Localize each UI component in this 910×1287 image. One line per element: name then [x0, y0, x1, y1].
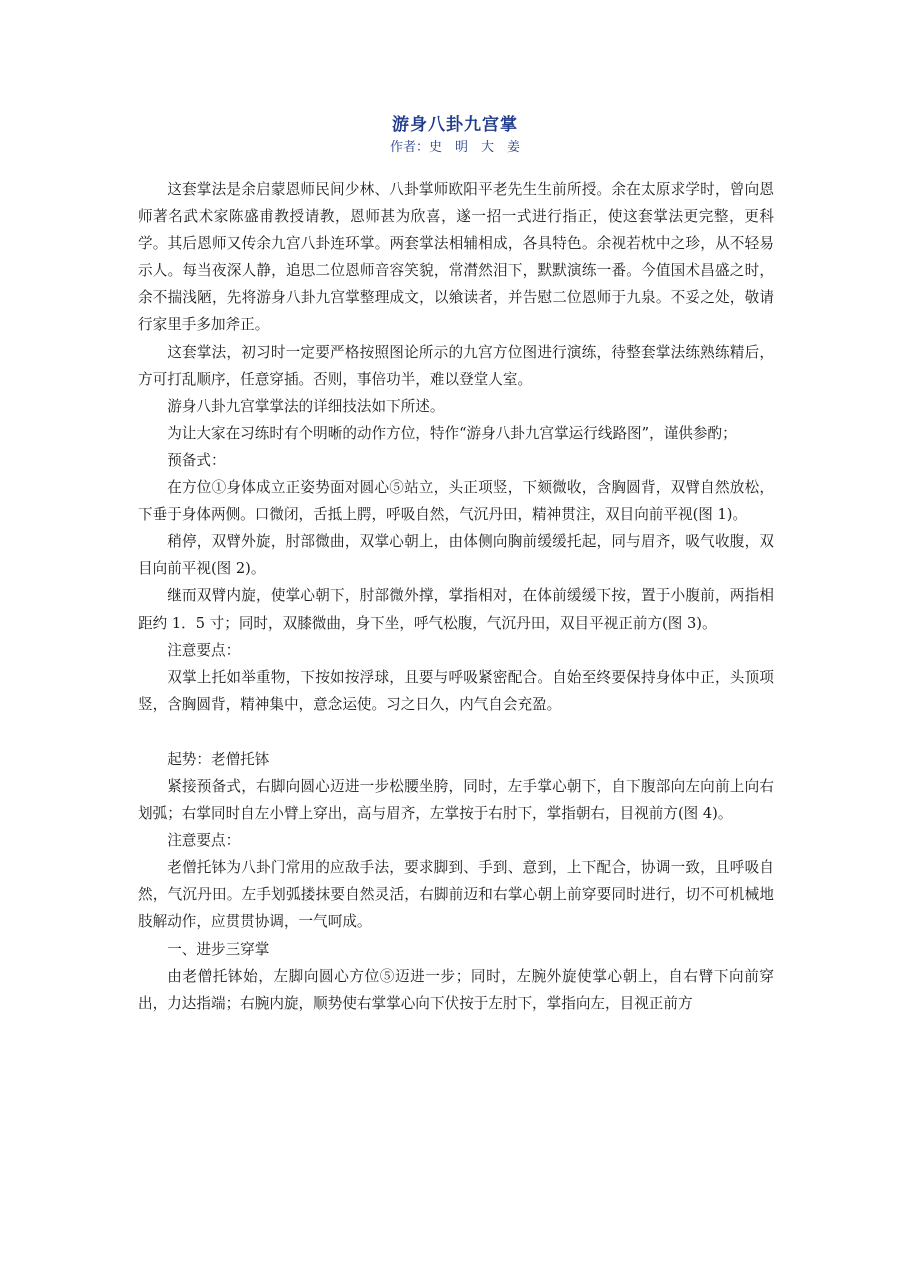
section-label: 预备式： [167, 451, 226, 469]
section-heading: 一、进步三穿掌 [167, 940, 270, 958]
document-author: 作者：史 明 大 姜 [389, 140, 520, 155]
paragraph: 在方位①身体成立正姿势面对圆心⑤站立，头正项竖，下颏微收，含胸圆背，双臂自然放松，下垂于身体两侧。口微闭，舌抵上腭，呼吸自然，气沉丹田，精神贯注，双目向前平视(图 1)。 [138, 479, 774, 524]
paragraph: 双掌上托如举重物，下按如按浮球，且要与呼吸紧密配合。自始至终要保持身体中正，头顶项竖，含胸圆背，精神集中，意念运使。习之日久，内气自会充盈。 [138, 668, 774, 713]
section-label: 注意要点： [167, 641, 241, 659]
paragraph: 游身八卦九宫掌掌法的详细技法如下所述。 [167, 397, 445, 415]
paragraph: 紧接预备式，右脚向圆心迈进一步松腰坐胯，同时，左手掌心朝下，自下腹部向左向前上向右划弧；右掌同时自左小臂上穿出，高与眉齐，左掌按于右肘下，掌指朝右，目视前方(图 4)。 [138, 777, 774, 823]
blank-line [138, 718, 774, 746]
paragraph: 这套掌法是余启蒙恩师民间少林、八卦掌师欧阳平老先生生前所授。余在太原求学时，曾向恩师著名武术家陈盛甫教授请教，恩师甚为欣喜，遂一招一式进行指正，使这套掌法更完整，更科学。其后恩师又传余九宫八卦连环掌。两套掌法相辅相成，各具特色。余视若枕中之珍，从不轻易示人。每当夜深人静，追思二位恩师音容笑貌，常潸然泪下，默默演练一番。今值国术昌盛之时，余不揣浅陋，先将游身八卦九宫掌整理成文，以飨读者，并告慰二位恩师于九泉。不妥之处，敬请行家里手多加斧正。 [138, 181, 774, 334]
paragraph: 为让大家在习练时有个明晰的动作方位，特作“游身八卦九宫掌运行线路图”，谨供参酌； [167, 424, 737, 442]
paragraph: 老僧托钵为八卦门常用的应敌手法，要求脚到、手到、意到，上下配合，协调一致，且呼吸自然，气沉丹田。左手划弧搂抹要自然灵活，右脚前迈和右掌心朝上前穿要同时进行，切不可机械地肢解动作，应贯贯协调，一气呵成。 [138, 859, 774, 931]
document-title: 游身八卦九宫掌 [392, 115, 518, 135]
paragraph: 这套掌法，初习时一定要严格按照图论所示的九宫方位图进行演练，待整套掌法练熟练精后，方可打乱顺序，任意穿插。否则，事倍功半，难以登堂人室。 [138, 343, 774, 388]
document-body [138, 176, 774, 1017]
paragraph: 稍停，双臂外旋，肘部微曲，双掌心朝上，由体侧向胸前缓缓托起，同与眉齐，吸气收腹，双目向前平视(图 2)。 [138, 533, 774, 578]
section-heading: 起势：老僧托钵 [167, 750, 270, 768]
paragraph: 继而双臂内旋，使掌心朝下，肘部微外撑，掌指相对，在体前缓缓下按，置于小腹前，两指相距约 1．5 寸；同时，双膝微曲，身下坐，呼气松腹，气沉丹田，双目平视正前方(图 3)。 [138, 587, 774, 632]
section-label: 注意要点： [167, 832, 241, 850]
paragraph: 由老僧托钵始，左脚向圆心方位⑤迈进一步；同时，左腕外旋使掌心朝上，自右臂下向前穿出，力达指端；右腕内旋，顺势使右掌掌心向下伏按于左肘下，掌指向左，目视正前方 [138, 967, 774, 1012]
